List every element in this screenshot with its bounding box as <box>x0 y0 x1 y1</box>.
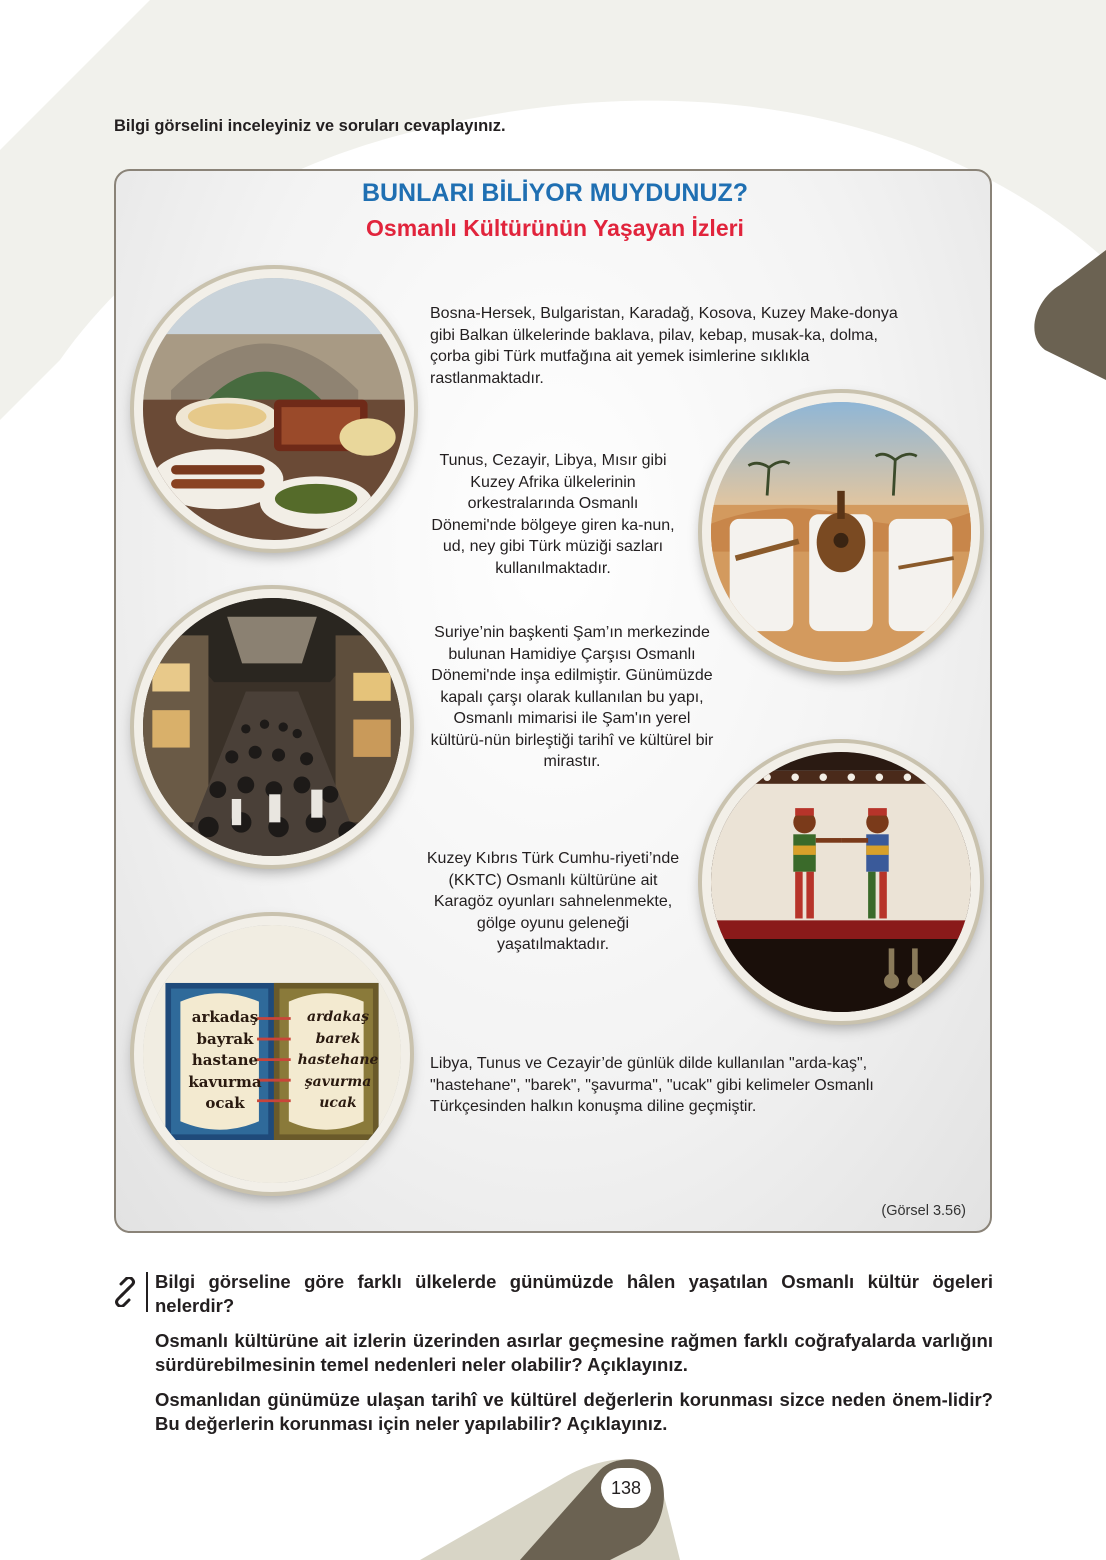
word-left: arkadaş <box>191 1008 259 1026</box>
words-right-list <box>295 1007 381 1115</box>
question-3: Osmanlıdan günümüze ulaşan tarihî ve kültürel değerlerin korunması sizce neden önem-lidir? Bu değerlerin korunması için neler yapılabilir? Açıklayınız. <box>155 1389 993 1434</box>
paragraph-ottoman-words: Libya, Tunus ve Cezayir’de günlük dilde kullanılan "arda-kaş", "hastehane", "barek", "şavurma", "ucak" gibi kelimeler Osmanlı Türkçesinden halkın konuşma diline geçmiştir. <box>430 1055 874 1115</box>
words-left-list <box>181 1007 269 1115</box>
paragraph-karagoz: Kuzey Kıbrıs Türk Cumhu-riyeti’nde (KKTC) Osmanlı kültürüne ait Karagöz oyunları sahnelenmekte, gölge oyunu geleneği yaşatılmaktadır. <box>426 850 680 953</box>
page-number: 138 <box>601 1468 651 1508</box>
word-right: şavurma <box>304 1073 372 1090</box>
paragraph-north-africa-music: Tunus, Cezayir, Libya, Mısır gibi Kuzey Afrika ülkelerinin orkestralarında Osmanlı Dönemi'nde bölgeye giren ka-nun, ud, ney gibi Türk müziği sazları kullanılmaktadır. <box>431 452 675 577</box>
question-1: Bilgi görseline göre farklı ülkelerde günümüzde hâlen yaşatılan Osmanlı kültür ögeleri nelerdir? <box>155 1271 993 1316</box>
word-left: bayrak <box>196 1029 254 1048</box>
balkan-food-image <box>134 269 414 549</box>
north-africa-music-image <box>702 393 980 671</box>
word-right: ucak <box>319 1095 357 1111</box>
word-right: barek <box>315 1030 361 1047</box>
word-left: hastane <box>191 1051 259 1069</box>
word-right: hastehane <box>297 1052 379 1068</box>
word-right: ardakaş <box>307 1009 369 1025</box>
karagoz-shadow-play-image <box>702 743 980 1021</box>
link-icon <box>110 1277 140 1307</box>
question-divider <box>146 1272 148 1312</box>
ottoman-words-image <box>134 916 410 1192</box>
paragraph-balkan-food: Bosna-Hersek, Bulgaristan, Karadağ, Kosova, Kuzey Make-donya gibi Balkan ülkelerinde baklava, pilav, kebap, musak-ka, dolma, çorba gibi Türk mutfağına ait yemek isimlerine sıklıkla rastlanmaktadır. <box>430 305 898 387</box>
instruction-text: Bilgi görselini inceleyiniz ve soruları cevaplayınız. <box>114 117 506 135</box>
questions-section <box>155 1270 993 1447</box>
panel-subtitle: Osmanlı Kültürünün Yaşayan İzleri <box>366 215 744 241</box>
question-2: Osmanlı kültürüne ait izlerin üzerinden asırlar geçmesine rağmen farklı coğrafyalarda varlığını sürdürebilmesinin temel nedenleri neler olabilir? Açıklayınız. <box>155 1330 993 1375</box>
hamidiye-bazaar-image <box>134 589 410 865</box>
paragraph-hamidiye-bazaar: Suriye’nin başkenti Şam’ın merkezinde bulunan Hamidiye Çarşısı Osmanlı Dönemi'nde inşa edilmiştir. Günümüzde kapalı çarşı olarak kullanılan bu yapı, Osmanlı mimarisi ile Şam'ın yerel kültürü-nün birleştiği tarihî ve kültürel bir mirastır. <box>430 624 714 770</box>
figure-caption: (Görsel 3.56) <box>881 1203 966 1219</box>
info-panel <box>114 169 992 1233</box>
word-left: ocak <box>205 1094 245 1112</box>
word-left: kavurma <box>188 1072 262 1091</box>
panel-title: BUNLARI BİLİYOR MUYDUNUZ? <box>361 179 749 207</box>
